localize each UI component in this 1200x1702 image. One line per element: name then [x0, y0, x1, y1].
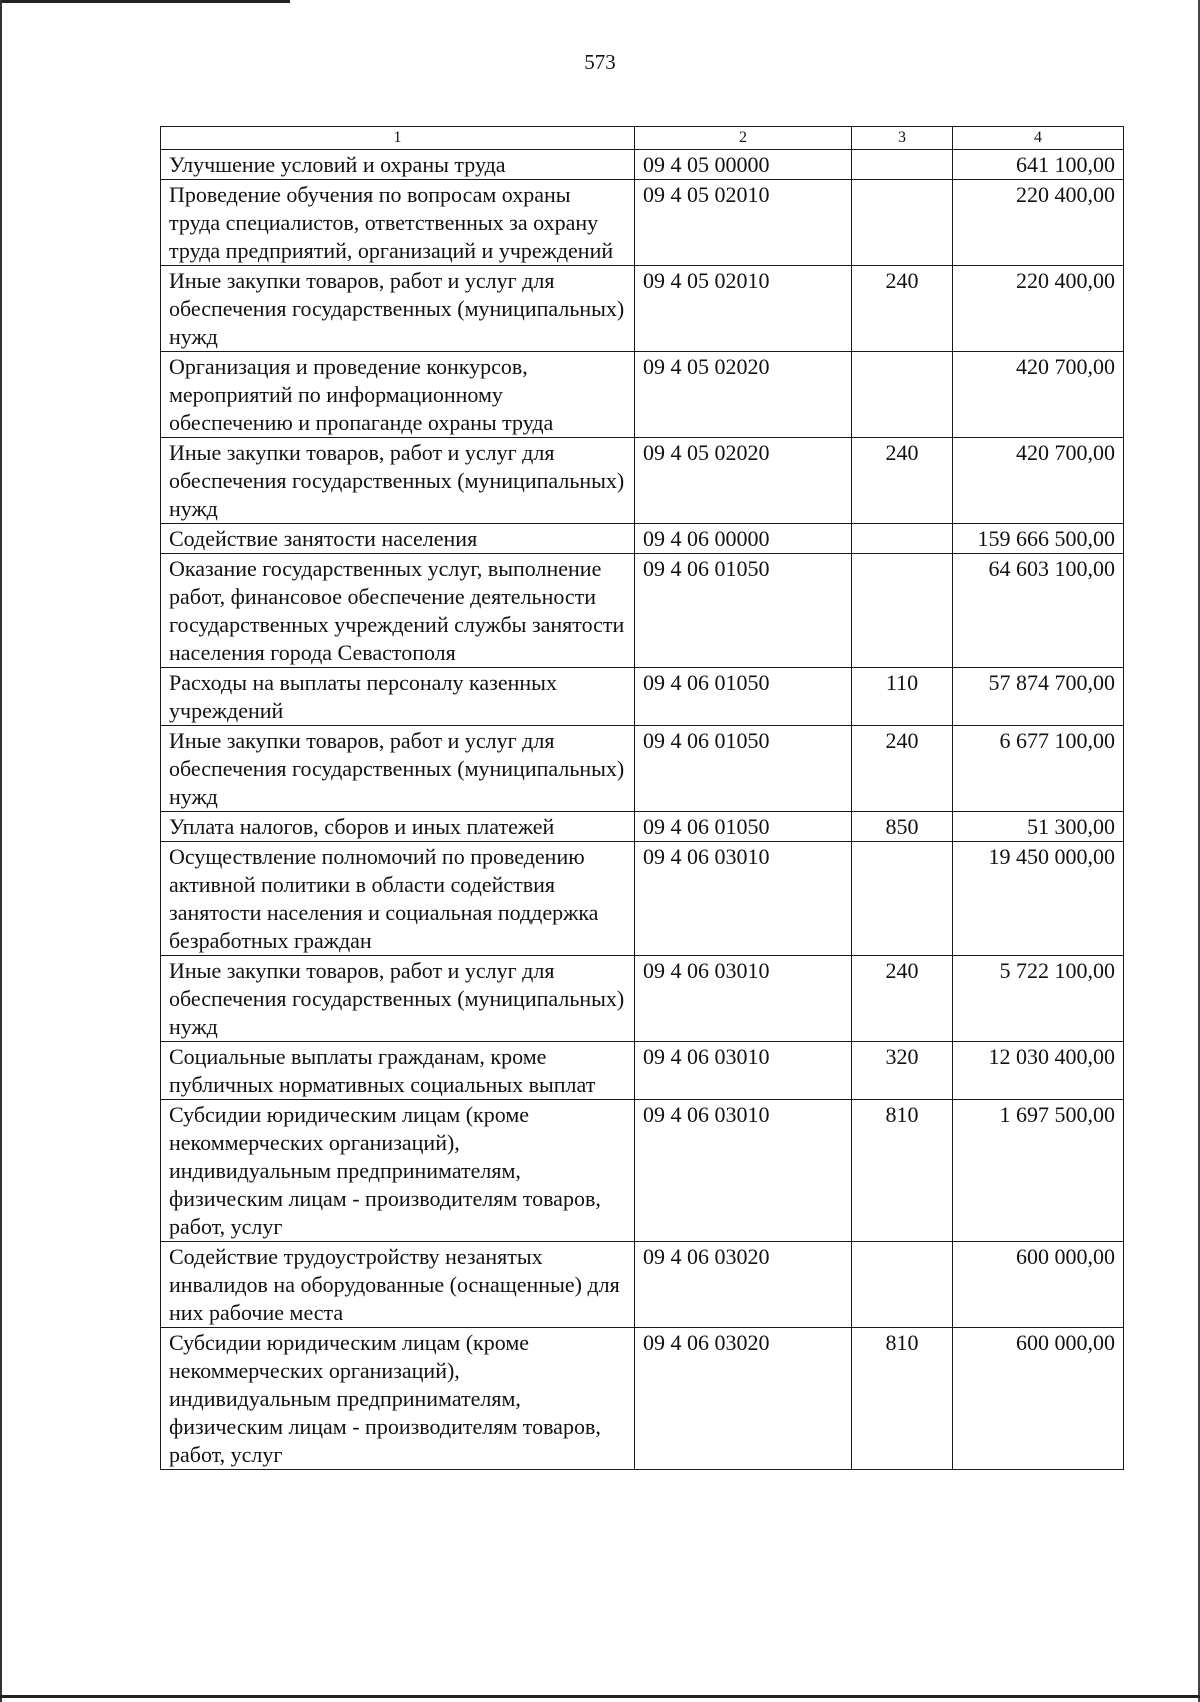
table-row: [161, 956, 1124, 1042]
scan-edge-bottom: [0, 1695, 1200, 1698]
row-amount-cell: 57 874 700,00: [953, 668, 1124, 726]
row-code-cell: 09 4 05 02010: [635, 180, 852, 266]
page-number: 573: [584, 50, 616, 74]
row-amount-cell: 641 100,00: [953, 150, 1124, 180]
row-type-cell: [852, 150, 953, 180]
row-code-cell: 09 4 06 03010: [635, 842, 852, 956]
row-name-cell: Осуществление полномочий по проведению активной политики в области содействия занятости населения и социальная поддержка безработных граждан: [161, 842, 635, 956]
table-body: [161, 150, 1124, 1470]
table-row: [161, 1100, 1124, 1242]
table-row: [161, 524, 1124, 554]
table-row: [161, 150, 1124, 180]
row-amount-cell: 220 400,00: [953, 180, 1124, 266]
row-type-cell: [852, 352, 953, 438]
row-amount-cell: 420 700,00: [953, 438, 1124, 524]
row-code-cell: 09 4 06 03010: [635, 1042, 852, 1100]
row-amount-cell: 6 677 100,00: [953, 726, 1124, 812]
table-row: [161, 554, 1124, 668]
row-amount-cell: 220 400,00: [953, 266, 1124, 352]
row-name-cell: Оказание государственных услуг, выполнение работ, финансовое обеспечение деятельности государственных учреждений службы занятости населения города Севастополя: [161, 554, 635, 668]
row-name-cell: Уплата налогов, сборов и иных платежей: [161, 812, 635, 842]
row-amount-cell: 1 697 500,00: [953, 1100, 1124, 1242]
row-amount-cell: 600 000,00: [953, 1328, 1124, 1470]
column-header-4: 4: [953, 127, 1124, 150]
row-code-cell: 09 4 06 03020: [635, 1242, 852, 1328]
row-name-cell: Проведение обучения по вопросам охраны труда специалистов, ответственных за охрану труда предприятий, организаций и учреждений: [161, 180, 635, 266]
row-amount-cell: 420 700,00: [953, 352, 1124, 438]
row-type-cell: 850: [852, 812, 953, 842]
row-name-cell: Субсидии юридическим лицам (кроме некоммерческих организаций), индивидуальным предпринимателям, физическим лицам - производителям товаров, работ, услуг: [161, 1100, 635, 1242]
row-code-cell: 09 4 05 02010: [635, 266, 852, 352]
row-type-cell: 110: [852, 668, 953, 726]
table-row: [161, 1042, 1124, 1100]
row-type-cell: [852, 842, 953, 956]
budget-table: [160, 126, 1124, 1470]
row-name-cell: Расходы на выплаты персоналу казенных учреждений: [161, 668, 635, 726]
row-name-cell: Улучшение условий и охраны труда: [161, 150, 635, 180]
row-code-cell: 09 4 06 03020: [635, 1328, 852, 1470]
row-name-cell: Содействие занятости населения: [161, 524, 635, 554]
row-code-cell: 09 4 06 03010: [635, 956, 852, 1042]
row-name-cell: Иные закупки товаров, работ и услуг для обеспечения государственных (муниципальных) нужд: [161, 956, 635, 1042]
row-type-cell: [852, 554, 953, 668]
table-row: [161, 352, 1124, 438]
scan-edge-top: [0, 0, 290, 3]
row-name-cell: Организация и проведение конкурсов, мероприятий по информационному обеспечению и пропаганде охраны труда: [161, 352, 635, 438]
scan-edge-left: [0, 0, 2, 1702]
row-amount-cell: 159 666 500,00: [953, 524, 1124, 554]
row-amount-cell: 51 300,00: [953, 812, 1124, 842]
column-header-3: 3: [852, 127, 953, 150]
row-code-cell: 09 4 05 00000: [635, 150, 852, 180]
row-code-cell: 09 4 05 02020: [635, 352, 852, 438]
row-code-cell: 09 4 06 01050: [635, 554, 852, 668]
row-code-cell: 09 4 06 01050: [635, 668, 852, 726]
row-code-cell: 09 4 05 02020: [635, 438, 852, 524]
table-row: [161, 668, 1124, 726]
row-type-cell: 240: [852, 266, 953, 352]
row-type-cell: 240: [852, 956, 953, 1042]
table-row: [161, 1242, 1124, 1328]
table-row: [161, 1328, 1124, 1470]
row-amount-cell: 5 722 100,00: [953, 956, 1124, 1042]
table-row: [161, 180, 1124, 266]
row-type-cell: 240: [852, 726, 953, 812]
row-amount-cell: 64 603 100,00: [953, 554, 1124, 668]
row-name-cell: Субсидии юридическим лицам (кроме некоммерческих организаций), индивидуальным предпринимателям, физическим лицам - производителям товаров, работ, услуг: [161, 1328, 635, 1470]
row-code-cell: 09 4 06 01050: [635, 812, 852, 842]
row-amount-cell: 12 030 400,00: [953, 1042, 1124, 1100]
table-row: [161, 842, 1124, 956]
row-name-cell: Иные закупки товаров, работ и услуг для обеспечения государственных (муниципальных) нужд: [161, 266, 635, 352]
row-type-cell: 240: [852, 438, 953, 524]
row-code-cell: 09 4 06 00000: [635, 524, 852, 554]
table-row: [161, 812, 1124, 842]
row-code-cell: 09 4 06 03010: [635, 1100, 852, 1242]
row-code-cell: 09 4 06 01050: [635, 726, 852, 812]
column-header-2: 2: [635, 127, 852, 150]
row-amount-cell: 19 450 000,00: [953, 842, 1124, 956]
column-header-1: 1: [161, 127, 635, 150]
table-row: [161, 266, 1124, 352]
row-type-cell: [852, 180, 953, 266]
row-name-cell: Иные закупки товаров, работ и услуг для обеспечения государственных (муниципальных) нужд: [161, 438, 635, 524]
row-type-cell: [852, 524, 953, 554]
row-amount-cell: 600 000,00: [953, 1242, 1124, 1328]
row-type-cell: 320: [852, 1042, 953, 1100]
row-type-cell: [852, 1242, 953, 1328]
row-type-cell: 810: [852, 1328, 953, 1470]
row-name-cell: Социальные выплаты гражданам, кроме публичных нормативных социальных выплат: [161, 1042, 635, 1100]
table-header-row: [161, 127, 1124, 150]
row-type-cell: 810: [852, 1100, 953, 1242]
table-row: [161, 438, 1124, 524]
row-name-cell: Содействие трудоустройству незанятых инвалидов на оборудованные (оснащенные) для них рабочие места: [161, 1242, 635, 1328]
row-name-cell: Иные закупки товаров, работ и услуг для обеспечения государственных (муниципальных) нужд: [161, 726, 635, 812]
table-row: [161, 726, 1124, 812]
